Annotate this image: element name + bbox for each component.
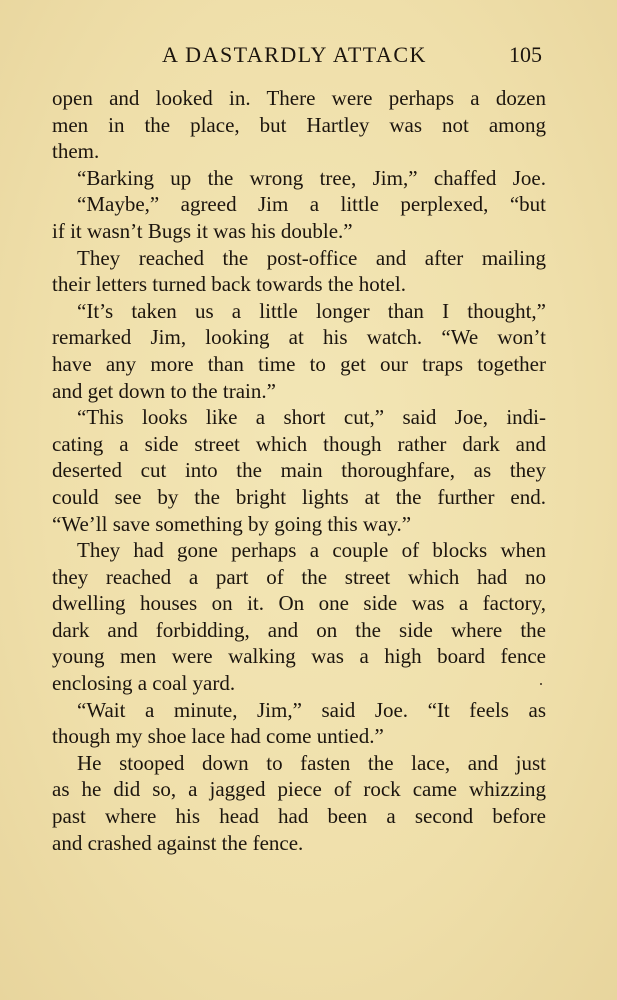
text-line: dark and forbidding, and on the side where the [52, 617, 546, 642]
text-line: have any more than time to get our traps together [52, 351, 546, 376]
text-line: deserted cut into the main thoroughfare, as they [52, 458, 546, 483]
text-line: They had gone perhaps a couple of blocks when [77, 538, 546, 563]
text-line: enclosing a coal yard. [52, 671, 236, 696]
page-number: 105 [509, 42, 542, 67]
text-line: as he did so, a jagged piece of rock came whizzing [52, 777, 546, 802]
text-line: and crashed against the fence. [52, 830, 304, 855]
text-line: could see by the bright lights at the further end. [52, 484, 546, 509]
text-line: and get down to the train.” [52, 378, 276, 403]
paper-speck [540, 683, 542, 685]
text-line: “Maybe,” agreed Jim a little perplexed, “but [77, 192, 546, 217]
text-line: remarked Jim, looking at his watch. “We won’t [52, 325, 546, 350]
chapter-title: A DASTARDLY ATTACK [162, 42, 427, 67]
text-line: if it wasn’t Bugs it was his double.” [52, 218, 353, 243]
text-line: though my shoe lace had come untied.” [52, 724, 384, 749]
text-line: their letters turned back towards the hotel. [52, 272, 406, 297]
text-line: “This looks like a short cut,” said Joe, indi- [77, 405, 546, 430]
text-line: They reached the post-office and after mailing [77, 245, 546, 270]
text-line: “Wait a minute, Jim,” said Joe. “It feels as [77, 697, 546, 722]
text-line: past where his head had been a second before [52, 804, 546, 829]
text-line: dwelling houses on it. On one side was a factory, [52, 591, 546, 616]
text-line: young men were walking was a high board fence [52, 644, 546, 669]
text-line: cating a side street which though rather dark and [52, 431, 546, 456]
text-line: “Barking up the wrong tree, Jim,” chaffed Joe. [77, 165, 546, 190]
text-line: He stooped down to fasten the lace, and just [77, 750, 546, 775]
running-head [52, 40, 542, 70]
text-line: open and looked in. There were perhaps a dozen [52, 86, 546, 110]
text-line: “We’ll save something by going this way.” [52, 511, 412, 536]
text-line: them. [52, 139, 100, 164]
text-line: they reached a part of the street which had no [52, 564, 546, 589]
body-text [52, 85, 546, 856]
text-line: “It’s taken us a little longer than I thought,” [77, 298, 546, 323]
text-line: men in the place, but Hartley was not among [52, 112, 546, 137]
